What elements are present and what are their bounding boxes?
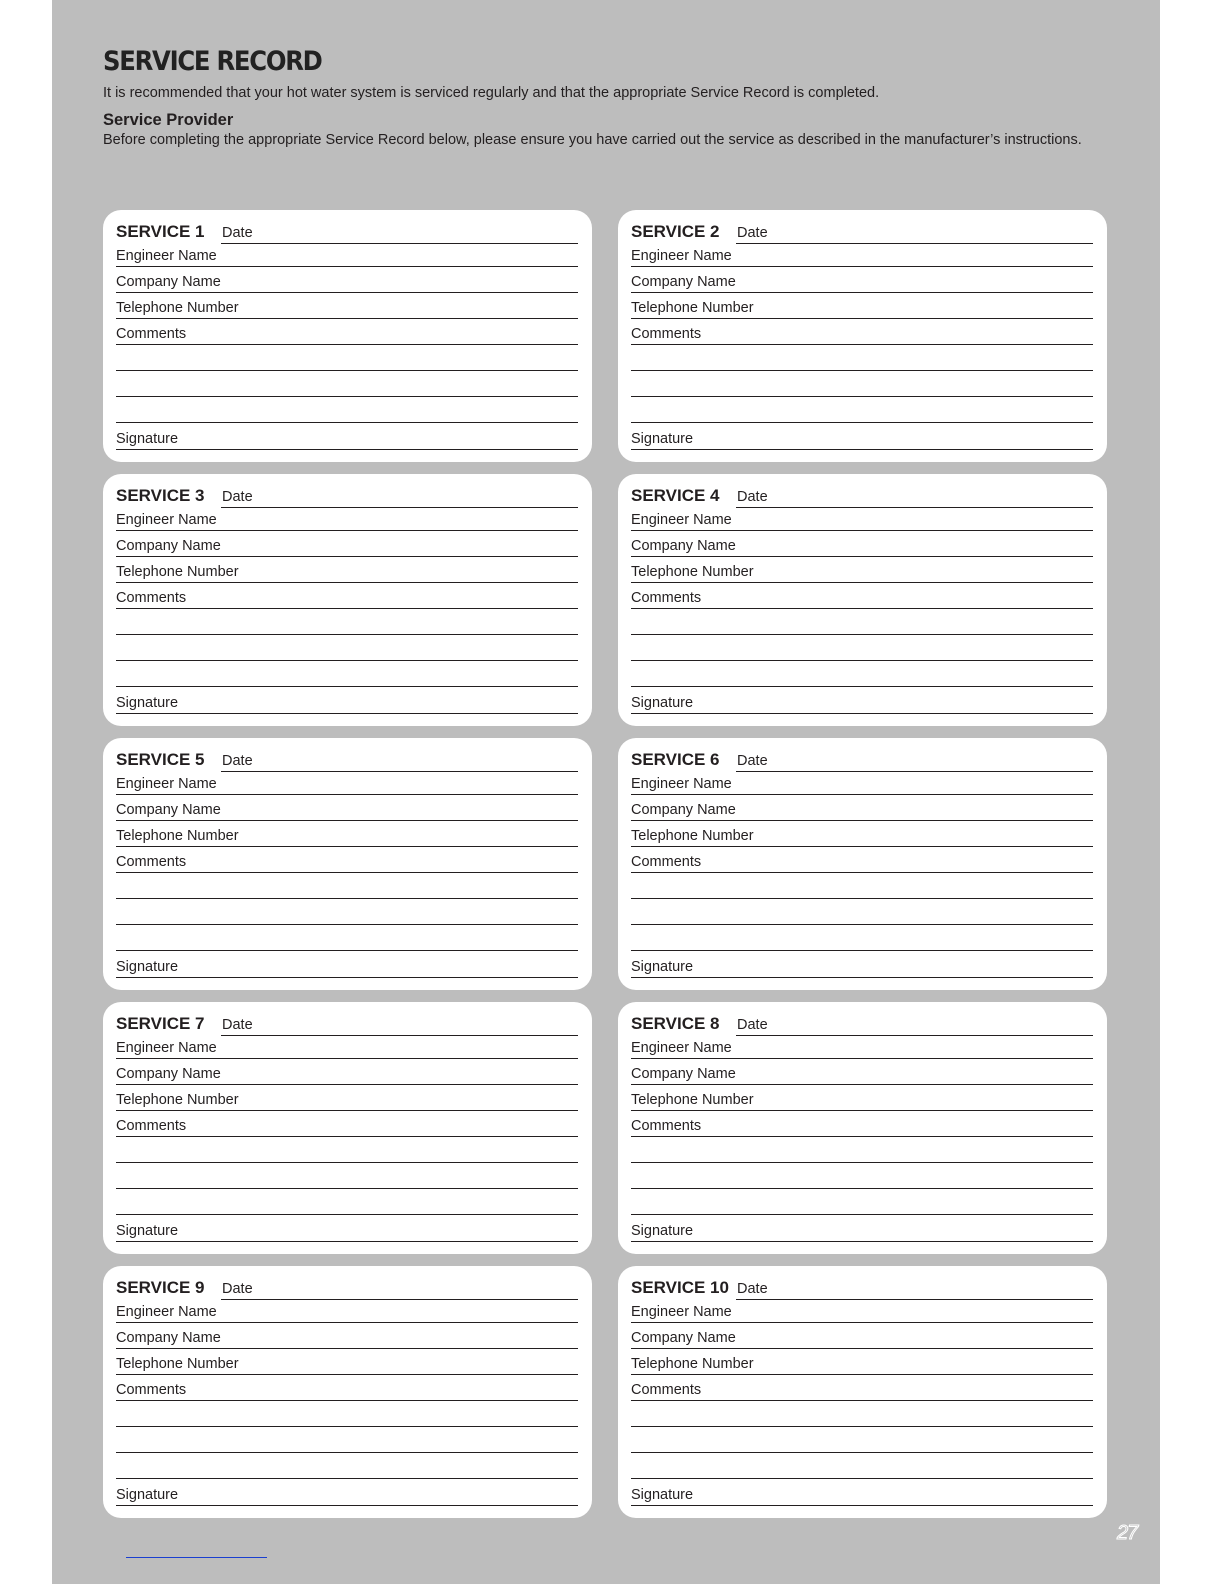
company-name-label: Company Name xyxy=(116,1330,221,1346)
service-card-3 xyxy=(103,474,592,726)
signature-field[interactable] xyxy=(631,1216,1093,1242)
telephone-number-field[interactable] xyxy=(631,293,1093,319)
comments-line[interactable] xyxy=(631,1137,1093,1163)
comments-line[interactable] xyxy=(631,345,1093,371)
comments-field[interactable] xyxy=(631,583,1093,609)
date-row xyxy=(116,745,578,771)
engineer-name-field[interactable] xyxy=(631,1033,1093,1059)
comments-line[interactable] xyxy=(631,1401,1093,1427)
engineer-name-field[interactable] xyxy=(631,505,1093,531)
service-card-1 xyxy=(103,210,592,462)
comments-line[interactable] xyxy=(116,635,578,661)
company-name-field[interactable] xyxy=(631,1323,1093,1349)
telephone-number-field[interactable] xyxy=(116,821,578,847)
telephone-number-field[interactable] xyxy=(116,1349,578,1375)
signature-field[interactable] xyxy=(116,952,578,978)
comments-label: Comments xyxy=(631,1382,702,1398)
date-row xyxy=(631,481,1093,507)
signature-field[interactable] xyxy=(631,1480,1093,1506)
service-card-8 xyxy=(618,1002,1107,1254)
company-name-label: Company Name xyxy=(116,538,221,554)
company-name-label: Company Name xyxy=(116,1066,221,1082)
intro-text: It is recommended that your hot water system is serviced regularly and that the appropriate Service Record is completed. xyxy=(103,85,880,101)
engineer-name-label: Engineer Name xyxy=(631,512,732,528)
engineer-name-field[interactable] xyxy=(116,1033,578,1059)
engineer-name-label: Engineer Name xyxy=(116,248,217,264)
date-row xyxy=(631,1273,1093,1299)
comments-line[interactable] xyxy=(116,397,578,423)
signature-label: Signature xyxy=(116,1223,179,1239)
company-name-label: Company Name xyxy=(116,274,221,290)
company-name-field[interactable] xyxy=(116,531,578,557)
date-row xyxy=(631,217,1093,243)
comments-field[interactable] xyxy=(631,1375,1093,1401)
service-provider-text: Before completing the appropriate Service Record below, please ensure you have carried out the service as described in the manufacturer’s instructions. xyxy=(103,132,1082,148)
comments-line[interactable] xyxy=(116,1401,578,1427)
comments-line[interactable] xyxy=(631,925,1093,951)
company-name-label: Company Name xyxy=(631,802,736,818)
service-card-6 xyxy=(618,738,1107,990)
telephone-number-label: Telephone Number xyxy=(631,1092,754,1108)
engineer-name-field[interactable] xyxy=(631,769,1093,795)
signature-label: Signature xyxy=(631,431,694,447)
signature-field[interactable] xyxy=(116,424,578,450)
engineer-name-field[interactable] xyxy=(116,1297,578,1323)
page-title: SERVICE RECORD xyxy=(103,46,322,77)
telephone-number-label: Telephone Number xyxy=(631,564,754,580)
company-name-label: Company Name xyxy=(631,274,736,290)
comments-field[interactable] xyxy=(631,319,1093,345)
telephone-number-field[interactable] xyxy=(116,293,578,319)
company-name-field[interactable] xyxy=(116,1323,578,1349)
comments-line[interactable] xyxy=(116,345,578,371)
telephone-number-field[interactable] xyxy=(631,557,1093,583)
company-name-field[interactable] xyxy=(631,1059,1093,1085)
date-label: Date xyxy=(737,753,768,769)
comments-line[interactable] xyxy=(631,873,1093,899)
engineer-name-label: Engineer Name xyxy=(116,776,217,792)
comments-line[interactable] xyxy=(116,1163,578,1189)
service-card-10 xyxy=(618,1266,1107,1518)
comments-field[interactable] xyxy=(631,1111,1093,1137)
telephone-number-field[interactable] xyxy=(116,1085,578,1111)
engineer-name-label: Engineer Name xyxy=(116,512,217,528)
comments-label: Comments xyxy=(116,1382,187,1398)
date-label: Date xyxy=(737,225,768,241)
comments-line[interactable] xyxy=(631,1163,1093,1189)
comments-label: Comments xyxy=(631,326,702,342)
telephone-number-label: Telephone Number xyxy=(631,300,754,316)
comments-line[interactable] xyxy=(116,1427,578,1453)
comments-field[interactable] xyxy=(116,319,578,345)
company-name-label: Company Name xyxy=(631,1330,736,1346)
service-card-4 xyxy=(618,474,1107,726)
comments-line[interactable] xyxy=(116,371,578,397)
comments-line[interactable] xyxy=(116,609,578,635)
service-number: SERVICE 2 xyxy=(631,222,720,241)
comments-field[interactable] xyxy=(116,1111,578,1137)
signature-field[interactable] xyxy=(631,424,1093,450)
telephone-number-field[interactable] xyxy=(116,557,578,583)
date-row xyxy=(116,217,578,243)
signature-label: Signature xyxy=(631,959,694,975)
signature-label: Signature xyxy=(116,1487,179,1503)
engineer-name-label: Engineer Name xyxy=(631,1304,732,1320)
telephone-number-label: Telephone Number xyxy=(631,1356,754,1372)
comments-label: Comments xyxy=(631,854,702,870)
date-label: Date xyxy=(222,1281,253,1297)
page-number: 27 xyxy=(1117,1522,1138,1544)
comments-line[interactable] xyxy=(631,371,1093,397)
date-row xyxy=(631,1009,1093,1035)
date-label: Date xyxy=(737,1281,768,1297)
signature-field[interactable] xyxy=(116,1480,578,1506)
service-number: SERVICE 10 xyxy=(631,1278,729,1297)
comments-label: Comments xyxy=(116,326,187,342)
comments-label: Comments xyxy=(631,590,702,606)
telephone-number-label: Telephone Number xyxy=(116,300,239,316)
telephone-number-field[interactable] xyxy=(631,1349,1093,1375)
document-page xyxy=(52,0,1160,1584)
date-label: Date xyxy=(222,1017,253,1033)
service-card-5 xyxy=(103,738,592,990)
signature-label: Signature xyxy=(116,431,179,447)
company-name-field[interactable] xyxy=(631,795,1093,821)
comments-field[interactable] xyxy=(631,847,1093,873)
date-row xyxy=(116,481,578,507)
company-name-field[interactable] xyxy=(116,267,578,293)
telephone-number-label: Telephone Number xyxy=(116,828,239,844)
comments-line[interactable] xyxy=(631,1427,1093,1453)
comments-field[interactable] xyxy=(116,1375,578,1401)
engineer-name-label: Engineer Name xyxy=(631,776,732,792)
comments-line[interactable] xyxy=(631,1453,1093,1479)
service-card-2 xyxy=(618,210,1107,462)
comments-line[interactable] xyxy=(631,609,1093,635)
comments-label: Comments xyxy=(116,1118,187,1134)
comments-line[interactable] xyxy=(631,1189,1093,1215)
company-name-label: Company Name xyxy=(116,802,221,818)
service-card-9 xyxy=(103,1266,592,1518)
comments-line[interactable] xyxy=(631,635,1093,661)
telephone-number-label: Telephone Number xyxy=(631,828,754,844)
service-provider-heading: Service Provider xyxy=(103,111,234,129)
comments-field[interactable] xyxy=(116,847,578,873)
date-label: Date xyxy=(222,489,253,505)
company-name-label: Company Name xyxy=(631,1066,736,1082)
comments-label: Comments xyxy=(116,590,187,606)
date-label: Date xyxy=(222,753,253,769)
telephone-number-label: Telephone Number xyxy=(116,1356,239,1372)
comments-line[interactable] xyxy=(116,661,578,687)
service-number: SERVICE 4 xyxy=(631,486,720,505)
comments-label: Comments xyxy=(631,1118,702,1134)
telephone-number-field[interactable] xyxy=(631,821,1093,847)
signature-field[interactable] xyxy=(116,1216,578,1242)
signature-label: Signature xyxy=(631,1223,694,1239)
engineer-name-field[interactable] xyxy=(116,241,578,267)
company-name-field[interactable] xyxy=(116,795,578,821)
comments-line[interactable] xyxy=(116,1453,578,1479)
service-number: SERVICE 1 xyxy=(116,222,205,241)
footer-link-line[interactable] xyxy=(126,1557,267,1558)
comments-line[interactable] xyxy=(116,1189,578,1215)
date-label: Date xyxy=(737,489,768,505)
engineer-name-field[interactable] xyxy=(631,1297,1093,1323)
engineer-name-field[interactable] xyxy=(116,505,578,531)
date-row xyxy=(116,1273,578,1299)
telephone-number-label: Telephone Number xyxy=(116,564,239,580)
service-card-7 xyxy=(103,1002,592,1254)
comments-line[interactable] xyxy=(116,1137,578,1163)
comments-line[interactable] xyxy=(631,661,1093,687)
comments-line[interactable] xyxy=(116,873,578,899)
comments-line[interactable] xyxy=(631,397,1093,423)
signature-label: Signature xyxy=(116,959,179,975)
service-number: SERVICE 9 xyxy=(116,1278,205,1297)
company-name-field[interactable] xyxy=(116,1059,578,1085)
comments-field[interactable] xyxy=(116,583,578,609)
engineer-name-label: Engineer Name xyxy=(631,248,732,264)
signature-label: Signature xyxy=(116,695,179,711)
date-row xyxy=(631,745,1093,771)
signature-field[interactable] xyxy=(631,688,1093,714)
service-number: SERVICE 3 xyxy=(116,486,205,505)
signature-field[interactable] xyxy=(116,688,578,714)
service-number: SERVICE 8 xyxy=(631,1014,720,1033)
engineer-name-label: Engineer Name xyxy=(116,1040,217,1056)
telephone-number-label: Telephone Number xyxy=(116,1092,239,1108)
comments-label: Comments xyxy=(116,854,187,870)
comments-line[interactable] xyxy=(631,899,1093,925)
service-number: SERVICE 7 xyxy=(116,1014,205,1033)
company-name-field[interactable] xyxy=(631,267,1093,293)
engineer-name-field[interactable] xyxy=(631,241,1093,267)
service-number: SERVICE 6 xyxy=(631,750,720,769)
comments-line[interactable] xyxy=(116,899,578,925)
telephone-number-field[interactable] xyxy=(631,1085,1093,1111)
signature-field[interactable] xyxy=(631,952,1093,978)
company-name-field[interactable] xyxy=(631,531,1093,557)
date-row xyxy=(116,1009,578,1035)
engineer-name-field[interactable] xyxy=(116,769,578,795)
service-number: SERVICE 5 xyxy=(116,750,205,769)
comments-line[interactable] xyxy=(116,925,578,951)
date-label: Date xyxy=(222,225,253,241)
company-name-label: Company Name xyxy=(631,538,736,554)
date-label: Date xyxy=(737,1017,768,1033)
signature-label: Signature xyxy=(631,1487,694,1503)
engineer-name-label: Engineer Name xyxy=(116,1304,217,1320)
engineer-name-label: Engineer Name xyxy=(631,1040,732,1056)
signature-label: Signature xyxy=(631,695,694,711)
